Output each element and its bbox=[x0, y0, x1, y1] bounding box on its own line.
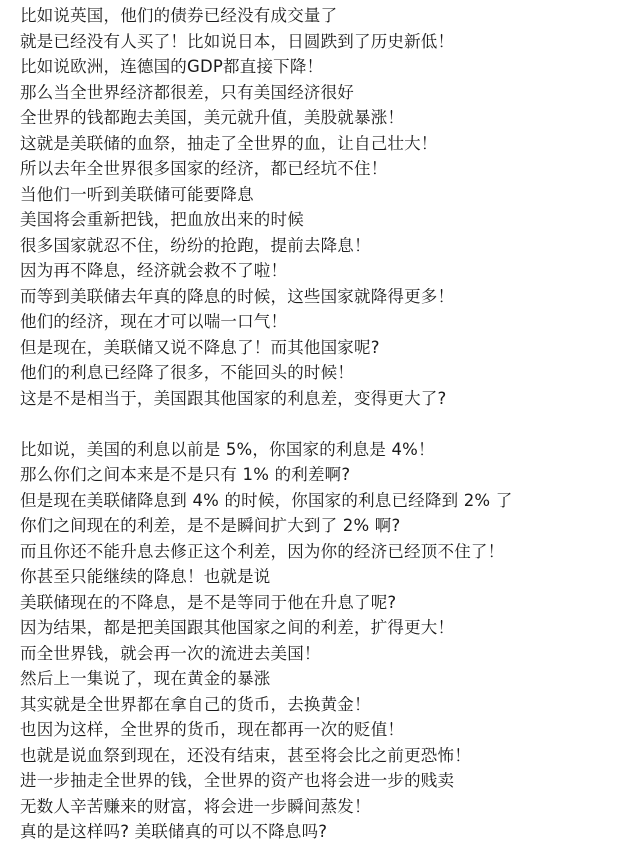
text-document bbox=[20, 3, 632, 845]
text-line: 比如说英国，他们的债券已经没有成交量了 bbox=[20, 6, 338, 25]
paragraph-gap bbox=[20, 411, 632, 437]
text-line: 你们之间现在的利差，是不是瞬间扩大到了 2% 啊? bbox=[20, 516, 401, 535]
text-line: 而全世界钱，就会再一次的流进去美国！ bbox=[20, 643, 321, 663]
text-line: 进一步抽走全世界的钱，全世界的资产也将会进一步的贱卖 bbox=[20, 771, 455, 790]
text-line: 就是已经没有人买了！比如说日本，日圆跌到了历史新低！ bbox=[20, 31, 455, 51]
text-line: 美国将会重新把钱，把血放出来的时候 bbox=[20, 210, 304, 229]
text-line: 很多国家就忍不住，纷纷的抢跑，提前去降息！ bbox=[20, 235, 371, 255]
text-line: 但是现在，美联储又说不降息了！而其他国家呢? bbox=[20, 337, 380, 357]
text-line: 全世界的钱都跑去美国，美元就升值，美股就暴涨！ bbox=[20, 108, 405, 127]
text-line: 他们的经济，现在才可以喘一口气！ bbox=[20, 312, 288, 331]
text-line: 美联储现在的不降息，是不是等同于他在升息了呢? bbox=[20, 592, 397, 612]
text-line: 比如说欧洲，连德国的GDP都直接下降！ bbox=[20, 57, 324, 76]
text-line: 因为再不降息，经济就会救不了啦！ bbox=[20, 261, 288, 280]
text-line: 你甚至只能继续的降息！也就是说 bbox=[20, 567, 271, 586]
text-line: 也因为这样，全世界的货币，现在都再一次的贬值！ bbox=[20, 720, 405, 739]
text-line: 所以去年全世界很多国家的经济，都已经坑不住！ bbox=[20, 159, 388, 178]
text-line: 然后上一集说了，现在黄金的暴涨 bbox=[20, 669, 271, 688]
text-line: 他们的利息已经降了很多，不能回头的时候！ bbox=[20, 363, 354, 382]
paragraph-1 bbox=[20, 3, 632, 411]
text-line: 但是现在美联储降息到 4% 的时候，你国家的利息已经降到 2% 了 bbox=[20, 490, 513, 510]
text-line: 因为结果，都是把美国跟其他国家之间的利差，扩得更大！ bbox=[20, 618, 455, 637]
text-line: 而等到美联储去年真的降息的时候，这些国家就降得更多！ bbox=[20, 286, 455, 306]
text-line: 真的是这样吗? 美联储真的可以不降息吗? bbox=[20, 822, 328, 841]
text-line: 也就是说血祭到现在，还没有结束，甚至将会比之前更恐怖！ bbox=[20, 745, 471, 765]
text-line: 而且你还不能升息去修正这个利差，因为你的经济已经顶不住了！ bbox=[20, 541, 505, 561]
text-line: 这就是美联储的血祭，抽走了全世界的血，让自己壮大！ bbox=[20, 133, 438, 153]
text-line: 那么当全世界经济都很差，只有美国经济很好 bbox=[20, 82, 354, 102]
text-line: 比如说，美国的利息以前是 5%，你国家的利息是 4%！ bbox=[20, 439, 435, 459]
text-line: 当他们一听到美联储可能要降息 bbox=[20, 184, 254, 204]
paragraph-2 bbox=[20, 437, 632, 845]
text-line: 那么你们之间本来是不是只有 1% 的利差啊? bbox=[20, 465, 351, 484]
text-line: 无数人辛苦赚来的财富，将会进一步瞬间蒸发！ bbox=[20, 796, 371, 816]
text-line: 其实就是全世界都在拿自己的货币，去换黄金！ bbox=[20, 694, 371, 714]
text-line: 这是不是相当于，美国跟其他国家的利息差，变得更大了? bbox=[20, 388, 447, 408]
